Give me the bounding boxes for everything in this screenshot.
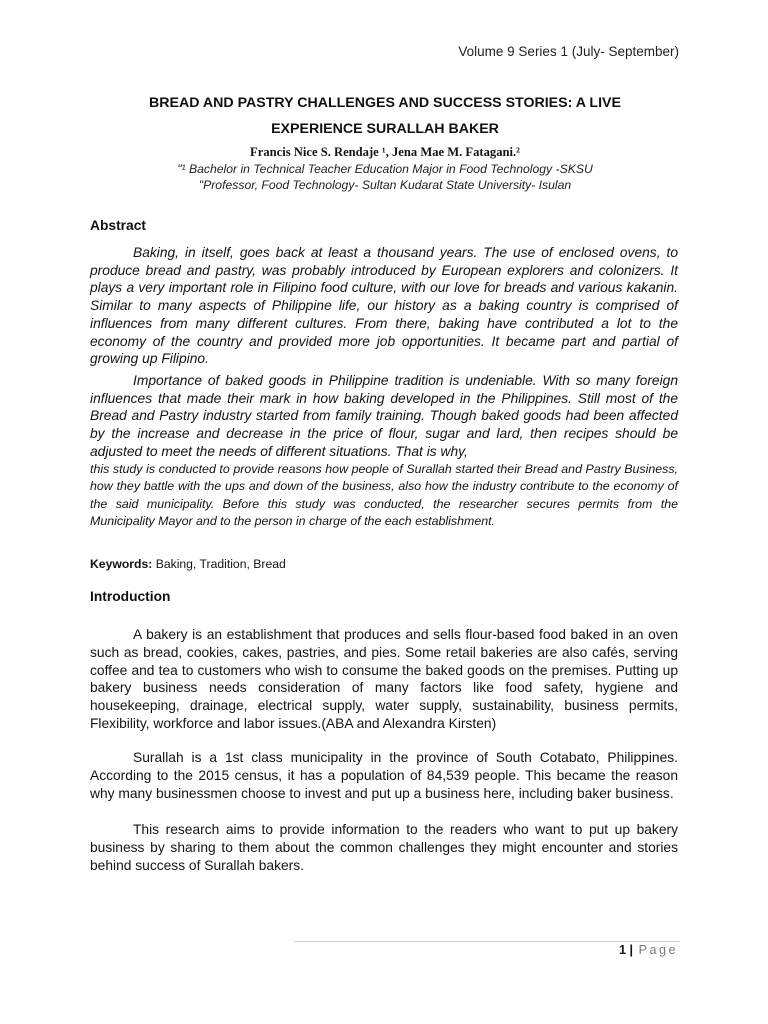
affiliation-1: "¹ Bachelor in Technical Teacher Education Major in Food Technology -SKSU (177, 162, 593, 176)
paper-title-line-2: EXPERIENCE SURALLAH BAKER (271, 121, 499, 137)
paper-title-line-1: BREAD AND PASTRY CHALLENGES AND SUCCESS STORIES: A LIVE (149, 95, 621, 111)
abstract-paragraph-2: Importance of baked goods in Philippine tradition is undeniable. With so many foreign influences that made their mark in how baking developed in the Philippines. Still most of the Bread and Pastry industry started from family training. Though baked goods had been affected by the increase and decrease in the price of flour, sugar and lard, then recipes should be adjusted to meet the needs of different situations. That is why, (90, 373, 678, 459)
introduction-paragraph-3: This research aims to provide information to the readers who want to put up bakery business by sharing to them about the common challenges they might encounter and stories behind success of Surallah bakers. (90, 822, 678, 873)
abstract-heading: Abstract (90, 218, 146, 233)
page-label: Page (638, 943, 678, 957)
introduction-paragraph-2: Surallah is a 1st class municipality in the province of South Cotabato, Philippines. According to the 2015 census, it has a population of 84,539 people. This became the reason why many businessmen choose to invest and put up a business here, including baker business. (90, 750, 678, 801)
abstract-paragraph-2-continued: this study is conducted to provide reasons how people of Surallah started their Bread and Pastry Business, how they battle with the ups and down of the business, also how the industry contribute to the economy of the said municipality. Before this study was conducted, the researcher secures permits from the Municipality Mayor and to the person in charge of the each establishment. (90, 462, 678, 529)
keywords-value: Baking, Tradition, Bread (152, 557, 286, 571)
abstract-paragraph-1: Baking, in itself, goes back at least a thousand years. The use of enclosed ovens, to produce bread and pastry, was probably introduced by European explorers and colonizers. It plays a very important role in Filipino food culture, with our love for breads and various kakanin. Similar to many aspects of Philippine life, our history as a baking country is comprised of influences from many different cultures. From there, baking have contributed a lot to the economy of the country and provided more job opportunities. It became part and partial of growing up Filipino. (90, 245, 678, 367)
journal-series-header: Volume 9 Series 1 (July- September) (458, 44, 679, 59)
keywords-line (90, 557, 286, 571)
page-number: 1 (619, 943, 627, 957)
keywords-label: Keywords: (90, 557, 153, 571)
page-separator: | (626, 943, 637, 957)
author-list: Francis Nice S. Rendaje ¹, Jena Mae M. Fatagani.² (250, 145, 520, 159)
introduction-heading: Introduction (90, 589, 171, 604)
affiliation-2: "Professor, Food Technology- Sultan Kudarat State University- Isulan (198, 178, 572, 192)
introduction-paragraph-1: A bakery is an establishment that produces and sells flour-based food baked in an oven such as bread, cookies, cakes, pastries, and pies. Some retail bakeries are also cafés, serving coffee and tea to customers who wish to consume the baked goods on the premises. Putting up bakery business needs consideration of many factors like food safety, hygiene and housekeeping, drainage, electrical supply, water supply, sustainability, business permits, Flexibility, workforce and labor issues.(ABA and Alexandra Kirsten) (90, 627, 678, 731)
page-footer (619, 943, 678, 957)
footer-divider (294, 941, 680, 942)
